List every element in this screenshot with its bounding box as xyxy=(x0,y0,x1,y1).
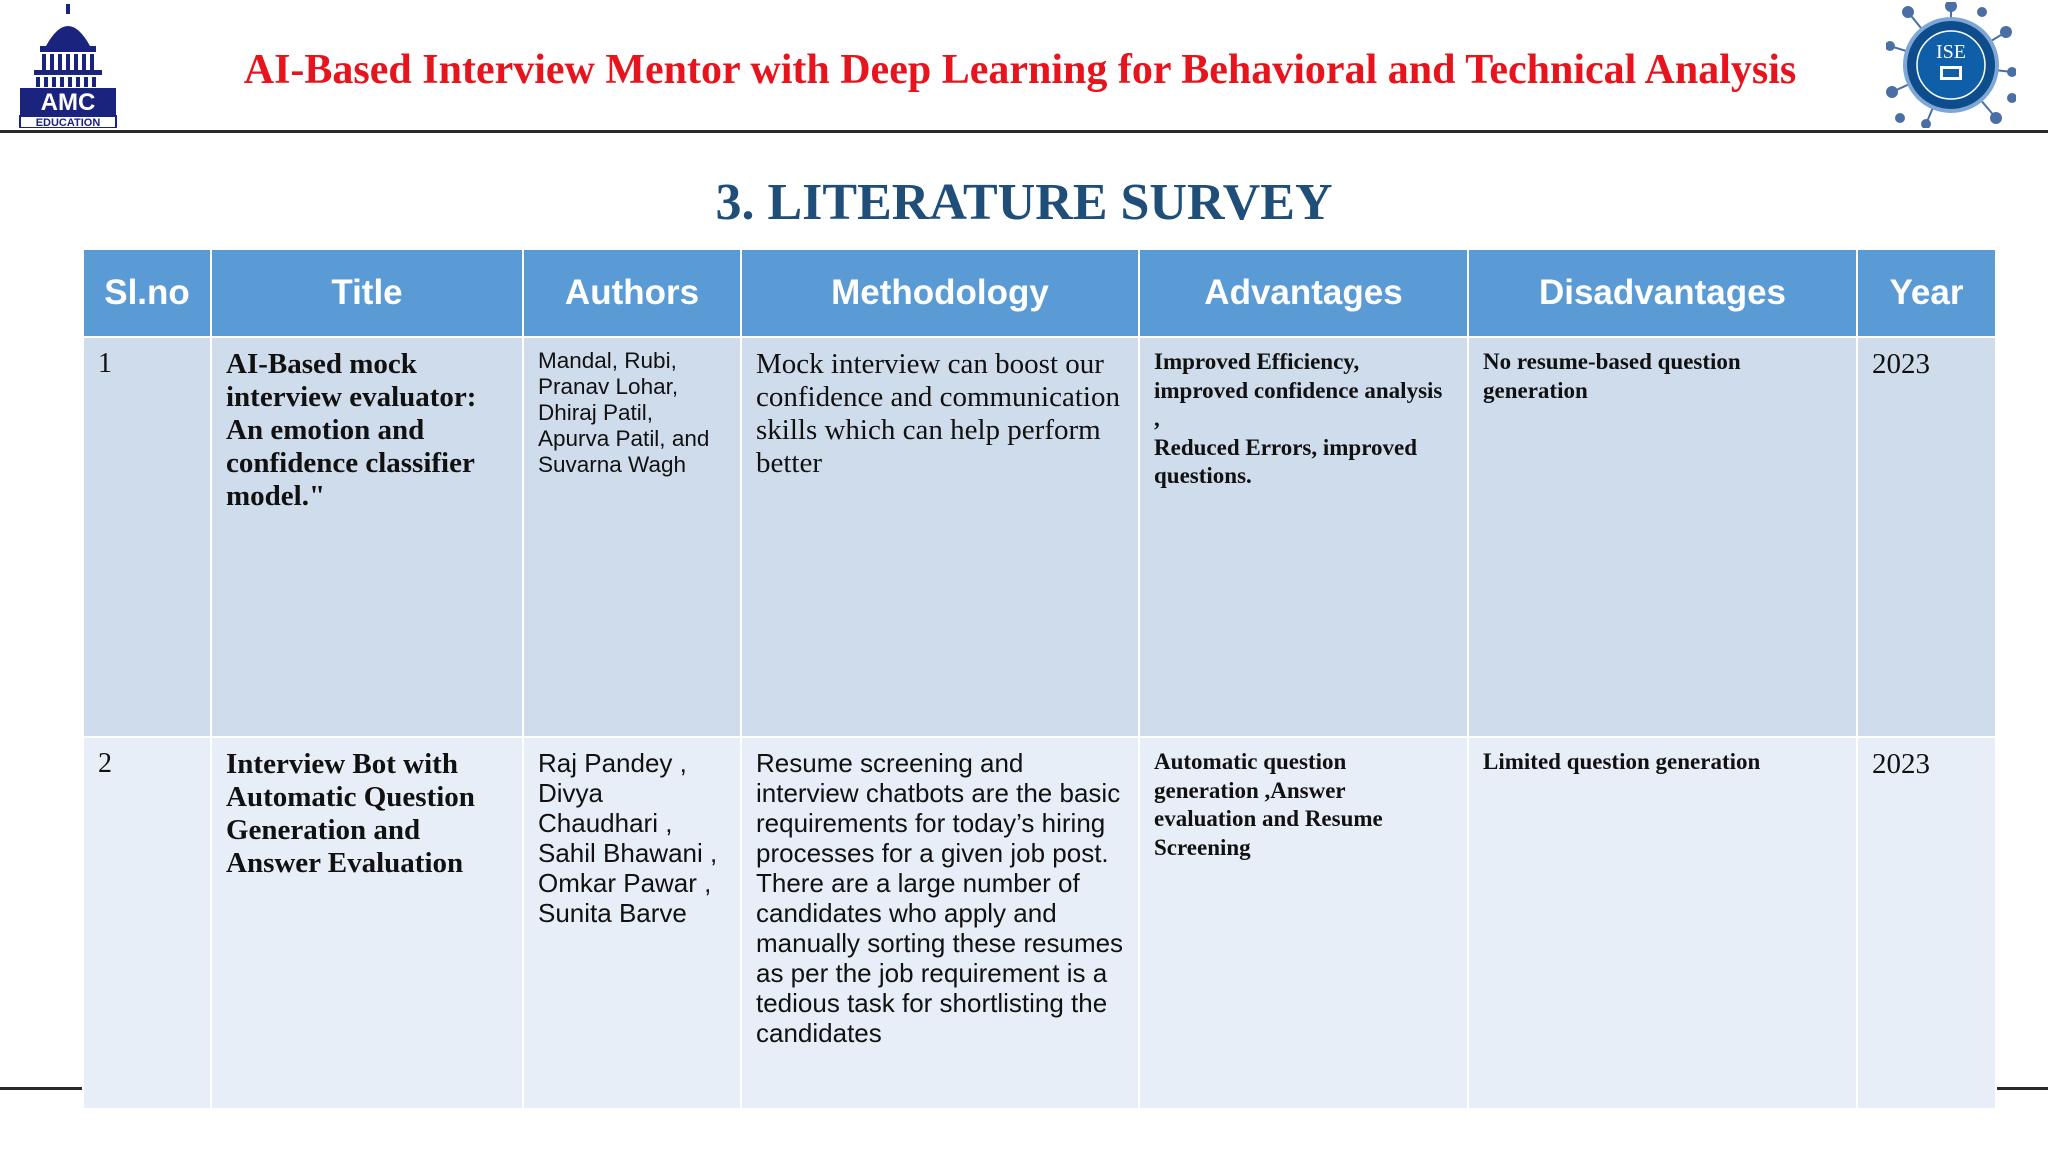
ise-department-logo xyxy=(1886,2,2016,128)
cell-authors: Raj Pandey , Divya Chaudhari , Sahil Bhawani , Omkar Pawar , Sunita Barve xyxy=(523,737,741,1109)
cell-slno: 1 xyxy=(83,337,211,737)
amc-education-logo xyxy=(18,4,122,128)
cell-slno: 2 xyxy=(83,737,211,1109)
column-header-slno: Sl.no xyxy=(83,249,211,337)
table-row xyxy=(83,737,1996,1109)
column-header-year: Year xyxy=(1857,249,1996,337)
literature-survey-table xyxy=(82,248,1997,1110)
cell-year: 2023 xyxy=(1857,337,1996,737)
column-header-disadvantages: Disadvantages xyxy=(1468,249,1857,337)
slide-header xyxy=(0,0,2048,132)
footer-divider-left xyxy=(0,1087,82,1090)
cell-methodology: Resume screening and interview chatbots are the basic requirements for today’s hiring processes for a given job post. There are a large number of candidates who apply and manually sorting these resumes as per the job requirement is a tedious task for shortlisting the candidates xyxy=(741,737,1139,1109)
cell-title: Interview Bot with Automatic Question Generation and Answer Evaluation xyxy=(211,737,523,1109)
amc-logo-text: AMC xyxy=(40,89,96,116)
header-divider xyxy=(0,130,2048,133)
column-header-methodology: Methodology xyxy=(741,249,1139,337)
footer-divider-right xyxy=(1995,1087,2048,1090)
column-header-title: Title xyxy=(211,249,523,337)
cell-methodology: Mock interview can boost our confidence and communication skills which can help perform better xyxy=(741,337,1139,737)
amc-logo-subtext: EDUCATION xyxy=(35,117,101,128)
cell-year: 2023 xyxy=(1857,737,1996,1109)
column-header-authors: Authors xyxy=(523,249,741,337)
column-header-advantages: Advantages xyxy=(1139,249,1468,337)
cell-authors: Mandal, Rubi, Pranav Lohar, Dhiraj Patil, Apurva Patil, and Suvarna Wagh xyxy=(523,337,741,737)
ise-logo-text: ISE xyxy=(1936,41,1966,63)
cell-disadvantages: Limited question generation xyxy=(1468,737,1857,1109)
cell-advantages: Improved Efficiency, improved confidence analysis , Reduced Errors, improved questions. xyxy=(1139,337,1468,737)
slide-title: AI-Based Interview Mentor with Deep Learning for Behavioral and Technical Analysis xyxy=(243,47,1797,93)
cell-title: AI-Based mock interview evaluator: An emotion and confidence classifier model." xyxy=(211,337,523,737)
cell-advantages: Automatic question generation ,Answer evaluation and Resume Screening xyxy=(1139,737,1468,1109)
table-header-row xyxy=(83,249,1996,337)
section-title: 3. LITERATURE SURVEY xyxy=(715,174,1333,231)
cell-disadvantages: No resume-based question generation xyxy=(1468,337,1857,737)
table-row xyxy=(83,337,1996,737)
